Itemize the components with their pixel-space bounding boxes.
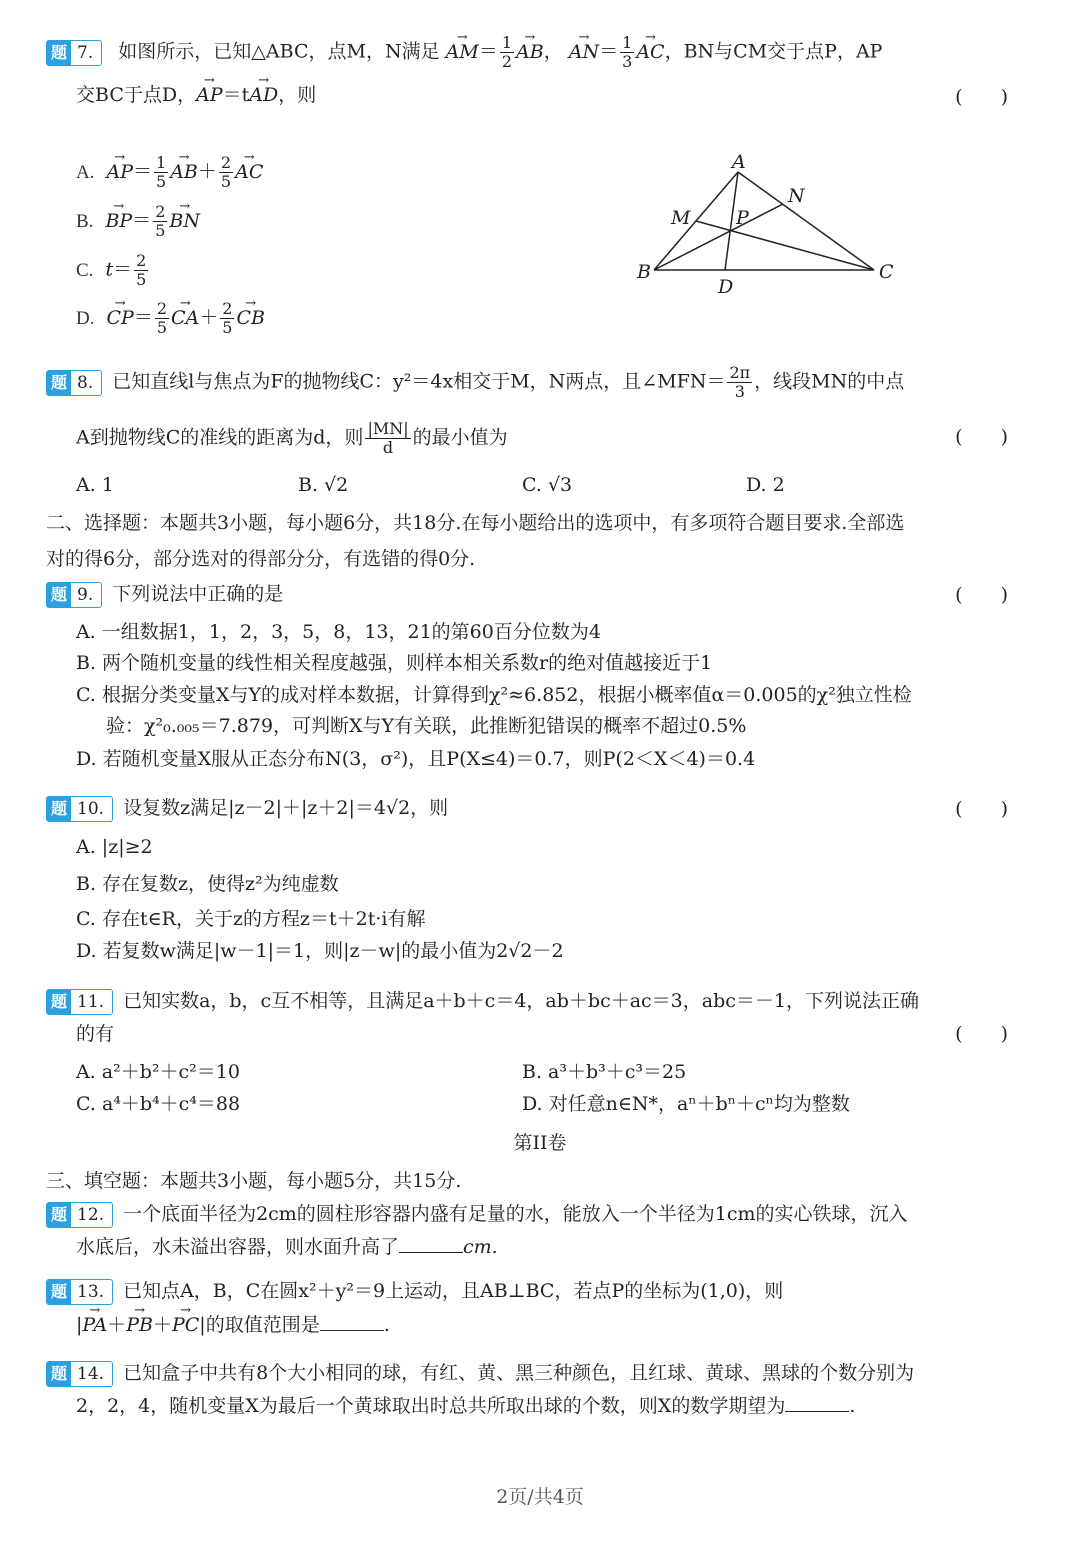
label-b: B: [637, 261, 651, 283]
question-tag: 题 14.: [46, 1361, 113, 1387]
q9-stem: 题 9. 下列说法中正确的是: [46, 579, 283, 609]
q13-line2: |→ PA＋→ PB＋→ PC|的取值范围是 .: [76, 1310, 390, 1340]
side-ac: [738, 172, 874, 270]
q7-option-d: D.→ CP＝ $\frac{2}{5}$ → CA＋ $\frac{2}{5}$ → CB: [76, 300, 265, 337]
answer-blank[interactable]: [399, 1232, 463, 1253]
section3-heading: 三、填空题：本题共3小题，每小题5分，共15分.: [46, 1170, 462, 1192]
section2-heading-cont: 对的得6分，部分选对的得部分分，有选错的得0分.: [46, 548, 476, 570]
answer-blank[interactable]: [320, 1310, 384, 1331]
question-tag: 题 8.: [46, 370, 102, 396]
q8-option-a: A. 1: [76, 474, 114, 496]
label-c: C: [879, 261, 894, 283]
part-title: 第II卷: [513, 1132, 567, 1154]
q14-line2: 2，2，4，随机变量X为最后一个黄球取出时总共所取出球的个数，则X的数学期望为 .: [76, 1391, 855, 1421]
question-tag: 题 12.: [46, 1202, 113, 1228]
label-p: P: [736, 207, 749, 229]
q8-option-b: B. √2: [298, 474, 349, 496]
q11-option-b: B. a³＋b³＋c³＝25: [522, 1061, 687, 1083]
question-tag: 题 11.: [46, 989, 113, 1015]
answer-paren: ( ): [955, 584, 1008, 606]
label-a: A: [732, 151, 746, 173]
q7-option-b: B.→ BP＝ $\frac{2}{5}$ → BN: [76, 203, 200, 240]
q9-option-b: B. 两个随机变量的线性相关程度越强，则样本相关系数r的绝对值越接近于1: [76, 652, 713, 674]
section2-heading: 二、选择题：本题共3小题，每小题6分，共18分.在每小题给出的选项中，有多项符合题目要求.全部选: [46, 512, 905, 534]
q7-option-c: C. t＝ $\frac{2}{5}$: [76, 251, 147, 289]
q12-line1: 题 12. 一个底面半径为2cm的圆柱形容器内盛有足量的水，能放入一个半径为1cm的实心铁球，沉入: [46, 1199, 908, 1229]
question-tag: 题 7.: [46, 40, 102, 66]
label-m: M: [671, 207, 691, 229]
q11-option-d: D. 对任意n∈N*，aⁿ＋bⁿ＋cⁿ均为整数: [522, 1093, 850, 1115]
q9-option-a: A. 一组数据1，1，2，3，5，8，13，21的第60百分位数为4: [76, 621, 601, 643]
q8-option-d: D. 2: [746, 474, 785, 496]
q11-stem-cont: 的有: [76, 1023, 115, 1045]
q14-line1: 题 14. 已知盒子中共有8个大小相同的球，有红、黄、黑三种颜色，且红球、黄球、黑球的个数分别为: [46, 1358, 914, 1388]
q8-line1: 题 8. 已知直线l与焦点为F的抛物线C：y²＝4x相交于M，N两点，且∠MFN＝ $\frac{2\pi}{3}$ ，线段MN的中点: [46, 364, 904, 401]
answer-paren: ( ): [955, 86, 1008, 108]
q8-line2: A到抛物线C的准线的距离为d，则 $\frac{|MN|}{d}$ 的最小值为: [76, 419, 508, 457]
q9-option-c-cont: 验：χ²₀.₀₀₅＝7.879，可判断X与Y有关联，此推断犯错误的概率不超过0.5%: [106, 715, 747, 737]
segment-cm: [696, 221, 874, 270]
page-footer: 2页/共4页: [496, 1486, 584, 1508]
answer-blank[interactable]: [785, 1391, 849, 1412]
q13-line1: 题 13. 已知点A，B，C在圆x²＋y²＝9上运动，且AB⊥BC，若点P的坐标为(1,0)，则: [46, 1276, 783, 1306]
q8-option-c: C. √3: [522, 474, 573, 496]
answer-paren: ( ): [955, 426, 1008, 448]
answer-paren: ( ): [955, 798, 1008, 820]
q7-line1: 题 7. 如图所示，已知△ABC，点M，N满足 → AM＝ $\frac{1}{2}$ → AB， → AN＝ $\frac{1}{3}$ → AC，BN与CM交于点P，AP: [46, 34, 882, 71]
q10-option-d: D. 若复数w满足|w－1|＝1，则|z－w|的最小值为2√2－2: [76, 940, 564, 962]
q10-option-b: B. 存在复数z，使得z²为纯虚数: [76, 873, 339, 895]
q11-option-a: A. a²＋b²＋c²＝10: [76, 1061, 240, 1083]
q7-option-a: A.→ AP＝ $\frac{1}{5}$ → AB＋ $\frac{2}{5}$ → AC: [76, 154, 263, 191]
q11-stem: 题 11. 已知实数a，b，c互不相等，且满足a＋b＋c＝4，ab＋bc＋ac＝3，abc＝－1，下列说法正确: [46, 986, 919, 1016]
question-tag: 题 13.: [46, 1279, 113, 1305]
q9-option-c: C. 根据分类变量X与Y的成对样本数据，计算得到χ²≈6.852，根据小概率值α＝0.005的χ²独立性检: [76, 684, 912, 706]
label-d: D: [718, 276, 734, 298]
triangle-diagram: [630, 148, 910, 298]
q12-line2: 水底后，水未溢出容器，则水面升高了 cm.: [76, 1232, 498, 1262]
q10-option-a: A. |z|≥2: [76, 836, 153, 858]
q7-line2: 交BC于点D，→ AP＝t→ AD，则: [76, 80, 316, 110]
q10-stem: 题 10. 设复数z满足|z－2|＋|z＋2|＝4√2，则: [46, 793, 448, 823]
q9-option-d: D. 若随机变量X服从正态分布N(3，σ²)，且P(X≤4)＝0.7，则P(2＜X＜4)＝0.4: [76, 748, 756, 770]
question-tag: 题 9.: [46, 582, 102, 608]
question-tag: 题 10.: [46, 796, 113, 822]
q10-option-c: C. 存在t∈R，关于z的方程z＝t＋2t·i有解: [76, 908, 426, 930]
label-n: N: [788, 185, 805, 207]
answer-paren: ( ): [955, 1023, 1008, 1045]
q11-option-c: C. a⁴＋b⁴＋c⁴＝88: [76, 1093, 241, 1115]
